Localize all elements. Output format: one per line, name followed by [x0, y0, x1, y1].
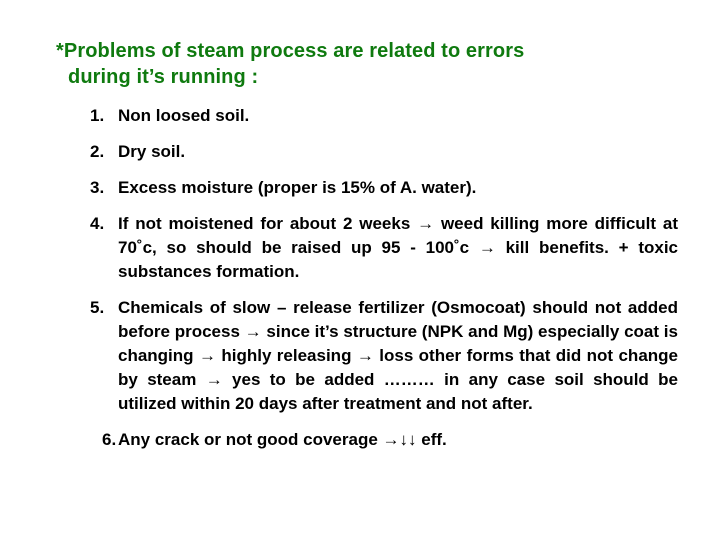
item-number: 3. [90, 178, 105, 197]
item-number: 2. [90, 142, 105, 161]
item-text: Dry soil. [118, 142, 186, 161]
problems-list [90, 104, 678, 464]
item-number: 1. [90, 106, 105, 125]
list-item [90, 296, 678, 416]
list-item [90, 104, 678, 128]
list-item [102, 428, 678, 452]
slide-title [56, 38, 656, 90]
list-item [90, 140, 678, 164]
item-text: If not moistened for about 2 weeks → weed killing more difficult at 70˚c, so should be raised up 95 - 100˚c → kill benefits. + toxic substances formation. [118, 214, 678, 281]
list-item [90, 212, 678, 284]
item-number: 4. [90, 214, 105, 233]
list-item [90, 176, 678, 200]
item-text: Excess moisture (proper is 15% of A. water). [118, 178, 477, 197]
item-number: 5. [90, 298, 105, 317]
title-line-1: *Problems of steam process are related to errors [56, 40, 525, 62]
item-number: 6. [102, 430, 117, 449]
item-text: Non loosed soil. [118, 106, 250, 125]
title-line-2: during it’s running : [68, 66, 259, 88]
item-text: Chemicals of slow – release fertilizer (Osmocoat) should not added before process → since it’s structure (NPK and Mg) especially coat is changing → highly releasing → loss other forms that did not change by steam → yes to be added ……… in any case soil should be utilized within 20 days after treatment and not after. [118, 298, 678, 413]
item-text: Any crack or not good coverage →↓↓ eff. [118, 430, 447, 449]
